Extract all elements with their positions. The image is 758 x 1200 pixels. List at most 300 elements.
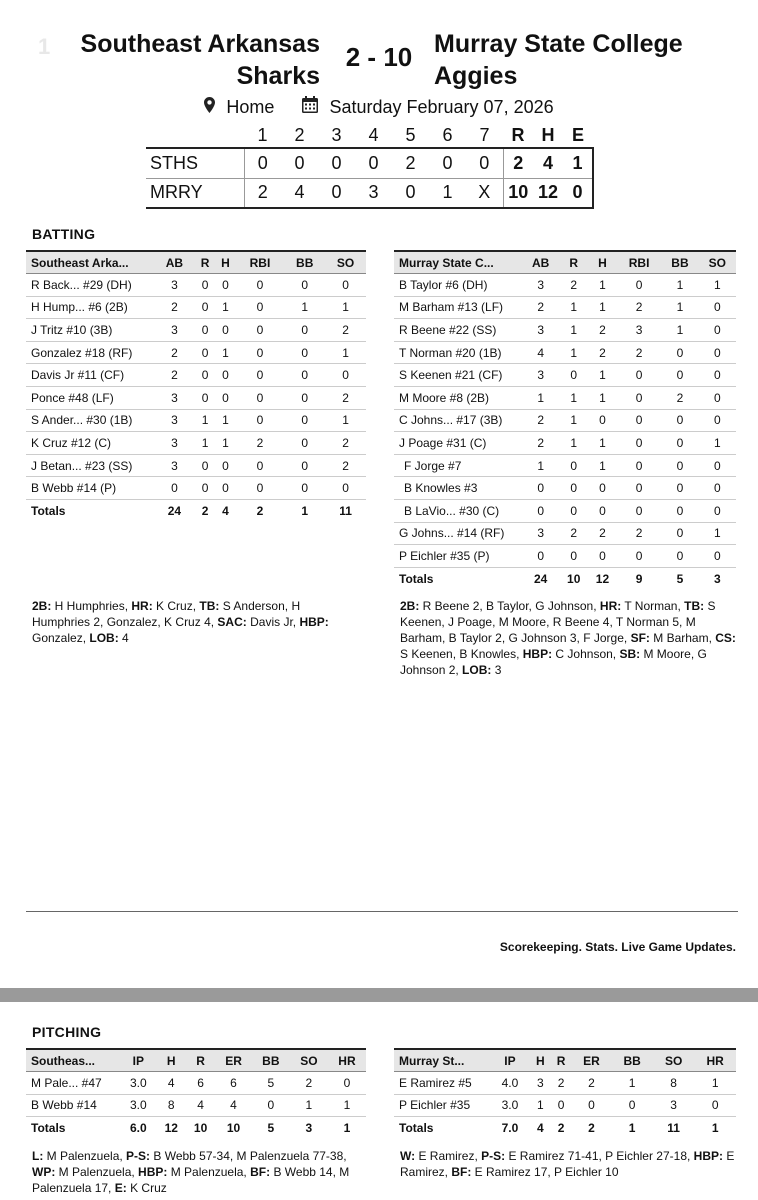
player-row (26, 1094, 366, 1117)
stat-cell: 3 (154, 409, 195, 432)
note-key: BF: (451, 1165, 472, 1179)
stat-cell: 0 (215, 274, 235, 297)
game-header (0, 22, 758, 92)
player-row (394, 341, 736, 364)
stat-cell: 2 (588, 341, 617, 364)
total-cell: 3 (713, 571, 721, 586)
stat-cell: 0 (617, 387, 661, 410)
note-key: TB: (684, 599, 705, 613)
stat-cell: 2 (551, 1072, 572, 1095)
stat-cell: 0 (661, 409, 698, 432)
note-key: E: (114, 1181, 127, 1195)
stat-cell: 0 (588, 500, 617, 523)
column-header: R (195, 251, 215, 274)
column-header: BB (611, 1049, 653, 1072)
table-header (394, 251, 736, 274)
stat-cell: 0 (699, 409, 736, 432)
stat-cell: 4.0 (490, 1072, 530, 1095)
stat-cell: 0 (559, 545, 588, 568)
player-row (26, 477, 366, 500)
total-cell: 2 (557, 1121, 565, 1136)
note-key: P-S: (481, 1149, 506, 1163)
player-row (394, 545, 736, 568)
player-name: Gonzalez #18 (RF) (26, 341, 154, 364)
stat-cell: 0 (617, 545, 661, 568)
pitching-table-home (26, 1048, 366, 1139)
stat-cell: 0 (699, 454, 736, 477)
stat-cell: 3 (154, 432, 195, 455)
stat-cell: 4 (157, 1072, 186, 1095)
team-column-header: Murray St... (394, 1049, 490, 1072)
note-value: E Ramirez, (415, 1149, 482, 1163)
player-row (26, 454, 366, 477)
player-name: J Tritz #10 (3B) (26, 319, 154, 342)
note-value: 4 (118, 631, 129, 645)
player-row (26, 274, 366, 297)
player-row (394, 477, 736, 500)
stat-cell: 2 (617, 522, 661, 545)
stat-cell: 0 (559, 364, 588, 387)
player-name: H Hump... #6 (2B) (26, 296, 154, 319)
total-cell: 24 (167, 504, 182, 519)
stat-cell: 2 (522, 409, 559, 432)
stat-cell: 2 (236, 432, 285, 455)
player-name: F Jorge #7 (394, 454, 522, 477)
player-row (26, 296, 366, 319)
stat-cell: 0 (617, 409, 661, 432)
linescore-header: 1 2 3 4 5 6 7 R H E (257, 125, 584, 145)
player-name: B Webb #14 (P) (26, 477, 154, 500)
column-header: RBI (617, 251, 661, 274)
stat-cell: 0 (284, 364, 325, 387)
stat-cell: 3 (522, 522, 559, 545)
linescore-row-away: MRRY 2 4 0 3 0 1 X 10 12 0 (146, 178, 593, 208)
stat-cell: 0 (284, 387, 325, 410)
stat-cell: 5 (252, 1072, 290, 1095)
player-name: E Ramirez #5 (394, 1072, 490, 1095)
note-value: 3 (491, 663, 502, 677)
totals-row (26, 1117, 366, 1140)
totals-row (26, 500, 366, 523)
stat-cell: 0 (236, 341, 285, 364)
note-key: HR: (599, 599, 622, 613)
column-header: H (588, 251, 617, 274)
total-cell: 3 (305, 1121, 313, 1136)
total-cell: 4 (222, 504, 229, 519)
player-name: M Moore #8 (2B) (394, 387, 522, 410)
totals-label: Totals (399, 1121, 434, 1136)
stat-cell: 1 (215, 409, 235, 432)
stat-cell: 1 (588, 454, 617, 477)
stat-cell: 0 (617, 477, 661, 500)
stat-cell: 0 (661, 545, 698, 568)
stat-cell: 0 (694, 1094, 736, 1117)
stat-cell: 0 (522, 500, 559, 523)
note-key: HBP: (299, 615, 329, 629)
linescore-row-home: STHS 0 0 0 0 2 0 0 2 4 1 (146, 148, 593, 178)
stat-cell: 1 (325, 296, 366, 319)
note-key: W: (400, 1149, 416, 1163)
player-row (394, 296, 736, 319)
player-row (26, 341, 366, 364)
note-key: BF: (250, 1165, 271, 1179)
column-header: RBI (236, 251, 285, 274)
stat-cell: 1 (215, 296, 235, 319)
stat-cell: 0 (588, 545, 617, 568)
note-key: HR: (131, 599, 153, 613)
stat-cell: 0 (559, 454, 588, 477)
player-name: Ponce #48 (LF) (26, 387, 154, 410)
stat-cell: 0 (661, 500, 698, 523)
stat-cell: 0 (699, 545, 736, 568)
stat-cell: 1 (661, 274, 698, 297)
note-value: B Webb 57-34, M Palenzuela 77-38, (150, 1149, 350, 1163)
stat-cell: 2 (617, 296, 661, 319)
stat-cell: 0 (154, 477, 195, 500)
column-header: AB (522, 251, 559, 274)
column-header: ER (215, 1049, 252, 1072)
stat-cell: 1 (195, 409, 215, 432)
stat-cell: 0 (195, 296, 215, 319)
batting-table-away (394, 250, 736, 590)
stat-cell: 2 (154, 341, 195, 364)
stat-cell: 1 (522, 454, 559, 477)
player-name: M Barham #13 (LF) (394, 296, 522, 319)
note-value: M Palenzuela, (55, 1165, 139, 1179)
column-header: SO (653, 1049, 695, 1072)
stat-cell: 0 (551, 1094, 572, 1117)
stat-cell: 0 (699, 500, 736, 523)
stat-cell: 0 (195, 387, 215, 410)
stat-cell: 1 (694, 1072, 736, 1095)
stat-cell: 0 (661, 432, 698, 455)
stat-cell: 1 (588, 296, 617, 319)
column-header: BB (284, 251, 325, 274)
stat-cell: 1 (699, 522, 736, 545)
column-header: R (559, 251, 588, 274)
stat-cell: 2 (559, 522, 588, 545)
stat-cell: 0 (325, 274, 366, 297)
stat-cell: 1 (588, 387, 617, 410)
stat-cell: 0 (522, 545, 559, 568)
totals-row (394, 1117, 736, 1140)
note-value: E Ramirez 71-41, P Eichler 27-18, (505, 1149, 694, 1163)
pitching-notes-home (32, 1148, 362, 1196)
note-key: LOB: (89, 631, 119, 645)
stat-cell: 4 (186, 1094, 215, 1117)
player-name: P Eichler #35 (394, 1094, 490, 1117)
stat-cell: 3 (522, 364, 559, 387)
totals-label: Totals (31, 504, 66, 519)
batting-title: BATTING (32, 226, 96, 242)
stat-cell: 2 (522, 296, 559, 319)
total-cell: 12 (595, 571, 610, 586)
watermark-text: 1 (38, 34, 51, 59)
stat-cell: 1 (699, 274, 736, 297)
player-row (394, 274, 736, 297)
player-row (26, 409, 366, 432)
total-cell: 5 (267, 1121, 275, 1136)
note-key: L: (32, 1149, 44, 1163)
stat-cell: 8 (653, 1072, 695, 1095)
player-row (394, 1094, 736, 1117)
stat-cell: 0 (699, 387, 736, 410)
stat-cell: 0 (252, 1094, 290, 1117)
final-score: 2 - 10 (345, 42, 413, 72)
stat-cell: 3 (617, 319, 661, 342)
stat-cell: 0 (699, 364, 736, 387)
total-cell: 10 (567, 571, 581, 586)
away-team-name: Murray State College Aggies (434, 30, 683, 90)
stat-cell: 0 (236, 364, 285, 387)
player-row (26, 364, 366, 387)
stat-cell: 0 (236, 454, 285, 477)
player-name: M Pale... #47 (26, 1072, 120, 1095)
divider (26, 911, 738, 912)
stat-cell: 0 (699, 296, 736, 319)
stat-cell: 2 (588, 319, 617, 342)
player-name: J Poage #31 (C) (394, 432, 522, 455)
stat-cell: 0 (236, 296, 285, 319)
stat-cell: 0 (236, 274, 285, 297)
stat-cell: 0 (661, 364, 698, 387)
player-row (394, 364, 736, 387)
player-name: G Johns... #14 (RF) (394, 522, 522, 545)
location-text: Home (226, 96, 275, 117)
total-cell: 10 (193, 1121, 208, 1136)
stat-cell: 3 (522, 319, 559, 342)
stat-cell: 0 (236, 477, 285, 500)
player-name: S Ander... #30 (1B) (26, 409, 154, 432)
pitching-notes-away (400, 1148, 740, 1180)
linescore-table (146, 124, 594, 209)
stat-cell: 6 (215, 1072, 252, 1095)
stat-cell: 1 (559, 341, 588, 364)
stat-cell: 1 (661, 319, 698, 342)
stat-cell: 1 (215, 341, 235, 364)
stat-cell: 0 (661, 341, 698, 364)
pitching-table-away (394, 1048, 736, 1139)
team-column-header: Murray State C... (394, 251, 522, 274)
column-header: SO (699, 251, 736, 274)
player-row (394, 432, 736, 455)
player-row (26, 319, 366, 342)
total-cell: 7.0 (501, 1121, 519, 1136)
stat-cell: 0 (195, 454, 215, 477)
total-cell: 5 (676, 571, 684, 586)
player-name: J Betan... #23 (SS) (26, 454, 154, 477)
player-name: B LaVio... #30 (C) (394, 500, 522, 523)
stat-cell: 0 (588, 409, 617, 432)
stat-cell: 0 (284, 454, 325, 477)
stat-cell: 0 (699, 319, 736, 342)
stat-cell: 2 (325, 432, 366, 455)
stat-cell: 0 (559, 477, 588, 500)
player-name: R Back... #29 (DH) (26, 274, 154, 297)
total-cell: 2 (588, 1121, 595, 1136)
total-cell: 24 (533, 571, 548, 586)
stat-cell: 2 (290, 1072, 328, 1095)
note-value: S Keenen, B Knowles, (400, 631, 740, 661)
stat-cell: 0 (284, 477, 325, 500)
note-value: E Ramirez, (400, 1149, 738, 1179)
stat-cell: 2 (571, 1072, 611, 1095)
player-name: B Knowles #3 (394, 477, 522, 500)
column-header: H (530, 1049, 551, 1072)
stat-cell: 0 (617, 454, 661, 477)
player-row (394, 409, 736, 432)
note-key: HBP: (693, 1149, 723, 1163)
stat-cell: 0 (195, 319, 215, 342)
column-header: ER (571, 1049, 611, 1072)
column-header: IP (120, 1049, 157, 1072)
note-value: Gonzalez, (32, 615, 333, 645)
column-header: AB (154, 251, 195, 274)
game-meta (0, 96, 758, 118)
player-row (26, 432, 366, 455)
note-key: SB: (619, 647, 641, 661)
stat-cell: 2 (617, 341, 661, 364)
batting-notes-away (400, 598, 740, 678)
stat-cell: 3 (653, 1094, 695, 1117)
stat-cell: 0 (236, 409, 285, 432)
stat-cell: 3 (154, 274, 195, 297)
note-key: 2B: (400, 599, 420, 613)
column-header: R (186, 1049, 215, 1072)
stat-cell: 0 (215, 319, 235, 342)
stat-cell: 1 (290, 1094, 328, 1117)
total-cell: 1 (343, 1121, 351, 1136)
column-header: SO (325, 251, 366, 274)
column-header: HR (694, 1049, 736, 1072)
column-header: H (157, 1049, 186, 1072)
stat-cell: 0 (588, 477, 617, 500)
column-header: IP (490, 1049, 530, 1072)
stat-cell: 1 (588, 274, 617, 297)
stat-cell: 1 (559, 387, 588, 410)
note-key: 2B: (32, 599, 52, 613)
stat-cell: 0 (284, 319, 325, 342)
player-name: K Cruz #12 (C) (26, 432, 154, 455)
stat-cell: 0 (325, 477, 366, 500)
player-row (394, 1072, 736, 1095)
game-date: Saturday February 07, 2026 (329, 96, 554, 117)
stat-cell: 2 (154, 364, 195, 387)
stat-cell: 2 (522, 432, 559, 455)
player-name: S Keenen #21 (CF) (394, 364, 522, 387)
stat-cell: 0 (617, 432, 661, 455)
stat-cell: 1 (559, 432, 588, 455)
stat-cell: 1 (588, 432, 617, 455)
home-team-name: Southeast Arkansas Sharks (80, 30, 320, 90)
stat-cell: 0 (699, 341, 736, 364)
stat-cell: 0 (284, 432, 325, 455)
note-value: M Palenzuela, (167, 1165, 251, 1179)
player-name: C Johns... #17 (3B) (394, 409, 522, 432)
note-value: C Johnson, (552, 647, 620, 661)
note-key: SAC: (217, 615, 247, 629)
note-key: WP: (32, 1165, 56, 1179)
stat-cell: 1 (328, 1094, 366, 1117)
stat-cell: 0 (611, 1094, 653, 1117)
player-name: P Eichler #35 (P) (394, 545, 522, 568)
stat-cell: 0 (215, 387, 235, 410)
column-header: HR (328, 1049, 366, 1072)
note-key: TB: (199, 599, 220, 613)
stat-cell: 8 (157, 1094, 186, 1117)
player-name: B Webb #14 (26, 1094, 120, 1117)
table-header (26, 251, 366, 274)
stat-cell: 0 (215, 364, 235, 387)
column-header: BB (661, 251, 698, 274)
total-cell: 2 (256, 504, 264, 519)
note-value: M Barham, (649, 631, 716, 645)
player-name: B Taylor #6 (DH) (394, 274, 522, 297)
stat-cell: 0 (661, 454, 698, 477)
note-key: CS: (715, 631, 736, 645)
stat-cell: 0 (236, 319, 285, 342)
player-name: T Norman #20 (1B) (394, 341, 522, 364)
stat-cell: 1 (699, 432, 736, 455)
total-cell: 4 (536, 1121, 544, 1136)
stat-cell: 1 (530, 1094, 551, 1117)
player-row (394, 319, 736, 342)
stat-cell: 6 (186, 1072, 215, 1095)
stat-cell: 3.0 (120, 1072, 157, 1095)
stat-cell: 1 (284, 296, 325, 319)
pitching-title: PITCHING (32, 1024, 102, 1040)
note-value: K Cruz, (152, 599, 200, 613)
stat-cell: 0 (325, 364, 366, 387)
stat-cell: 0 (195, 477, 215, 500)
totals-label: Totals (31, 1121, 66, 1136)
stat-cell: 2 (325, 319, 366, 342)
total-cell: 1 (628, 1121, 636, 1136)
stat-cell: 3.0 (120, 1094, 157, 1117)
stat-cell: 1 (325, 341, 366, 364)
player-name: R Beene #22 (SS) (394, 319, 522, 342)
player-row (394, 454, 736, 477)
stat-cell: 0 (699, 477, 736, 500)
note-value: S Anderson, H Humphries 2, Gonzalez, K Cruz 4, (32, 599, 304, 629)
total-cell: 10 (226, 1121, 241, 1136)
stat-cell: 3 (154, 454, 195, 477)
note-value: T Norman, (621, 599, 685, 613)
map-pin-icon (204, 97, 215, 118)
stat-cell: 0 (617, 274, 661, 297)
note-value: M Moore, G Johnson 2, (400, 647, 711, 677)
team-column-header: Southeast Arka... (26, 251, 154, 274)
total-cell: 9 (635, 571, 643, 586)
stat-cell: 0 (328, 1072, 366, 1095)
note-key: SF: (630, 631, 650, 645)
stat-cell: 0 (215, 454, 235, 477)
stat-cell: 1 (559, 409, 588, 432)
stat-cell: 3 (522, 274, 559, 297)
stat-cell: 0 (195, 364, 215, 387)
column-header: H (215, 251, 235, 274)
note-value: K Cruz (126, 1181, 167, 1195)
stat-cell: 1 (559, 319, 588, 342)
player-row (26, 1072, 366, 1095)
note-value: R Beene 2, B Taylor, G Johnson, (419, 599, 600, 613)
player-name: Davis Jr #11 (CF) (26, 364, 154, 387)
player-row (26, 387, 366, 410)
stat-cell: 0 (195, 341, 215, 364)
column-header: BB (252, 1049, 290, 1072)
total-cell: 1 (301, 504, 309, 519)
stat-cell: 1 (588, 364, 617, 387)
